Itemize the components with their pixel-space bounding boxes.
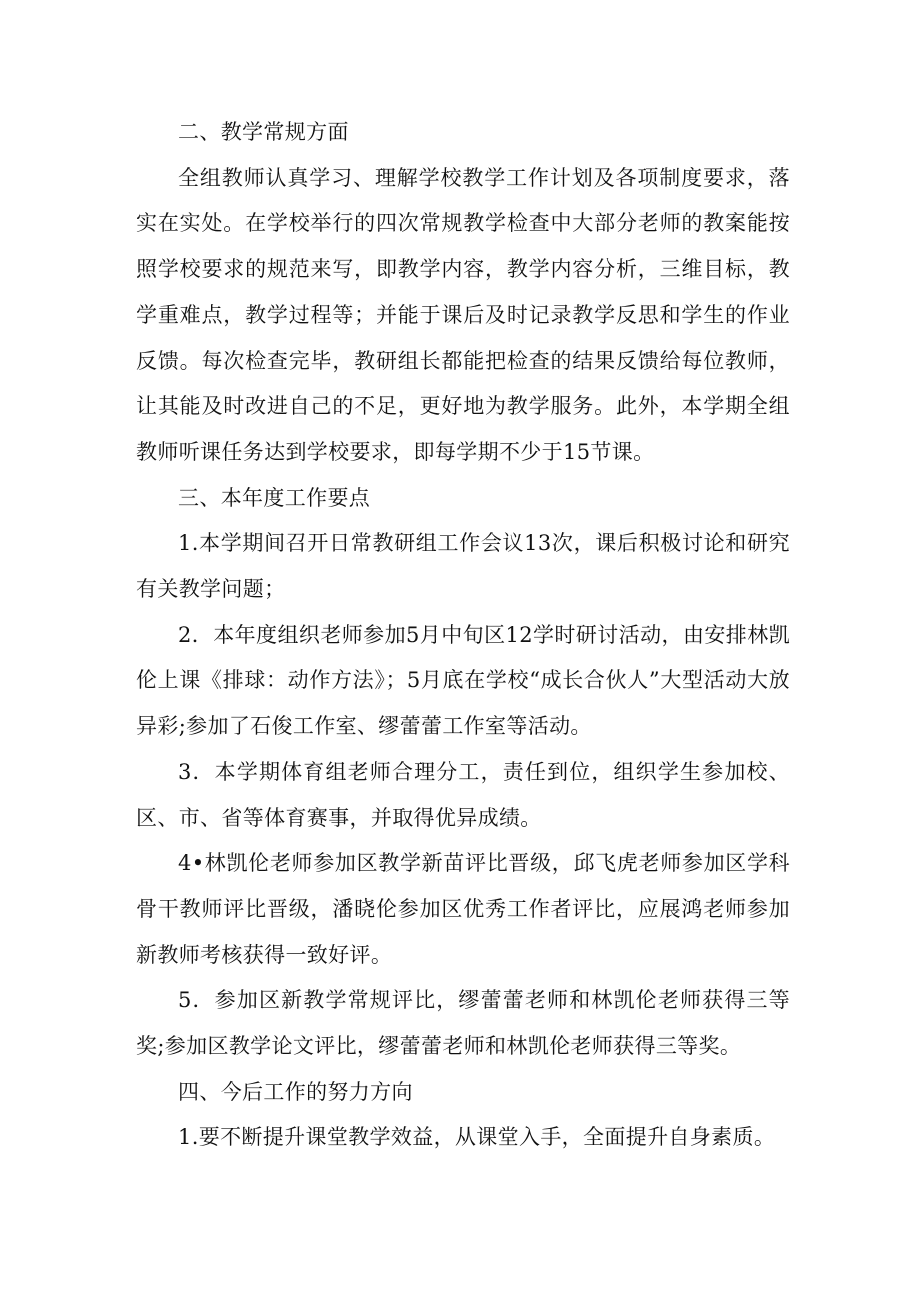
paragraph-future-1: 1.要不断提升课堂教学效益，从课堂入手，全面提升自身素质。 [178,1125,776,1150]
paragraph-key-point-1: 1.本学期间召开日常教研组工作会议13次，课后积极讨论和研究有关教学问题； [136,531,790,602]
paragraph-key-point-4: 4•林凯伦老师参加区教学新苗评比晋级，邱飞虎老师参加区学科骨干教师评比晋级，潘晓伦参加区优秀工作者评比，应展鸿老师参加新教师考核获得一致好评。 [136,851,790,967]
paragraph-key-point-5: 5．参加区新教学常规评比，缪蕾蕾老师和林凯伦老师获得三等奖;参加区教学论文评比，缪蕾蕾老师和林凯伦老师获得三等奖。 [136,988,790,1059]
document-body [136,110,790,1161]
paragraph-routine-summary: 全组教师认真学习、理解学校教学工作计划及各项制度要求，落实在实处。在学校举行的四次常规教学检查中大部分老师的教案能按照学校要求的规范来写，即教学内容，教学内容分析，三维目标，教学重难点，教学过程等；并能于课后及时记录教学反思和学生的作业反馈。每次检查完毕，教研组长都能把检查的结果反馈给每位教师，让其能及时改进自己的不足，更好地为教学服务。此外，本学期全组教师听课任务达到学校要求，即每学期不少于15节课。 [136,165,790,464]
section-heading-future-direction: 四、今后工作的努力方向 [178,1079,413,1104]
paragraph-key-point-2: 2．本年度组织老师参加5月中旬区12学时研讨活动，由安排林凯伦上课《排球：动作方法》；5月底在学校“成长合伙人”大型活动大放异彩;参加了石俊工作室、缪蕾蕾工作室等活动。 [136,622,790,739]
paragraph-key-point-3: 3．本学期体育组老师合理分工，责任到位，组织学生参加校、区、市、省等体育赛事，并取得优异成绩。 [136,759,790,830]
section-heading-routine: 二、教学常规方面 [178,120,349,144]
section-heading-key-points: 三、本年度工作要点 [178,485,371,510]
